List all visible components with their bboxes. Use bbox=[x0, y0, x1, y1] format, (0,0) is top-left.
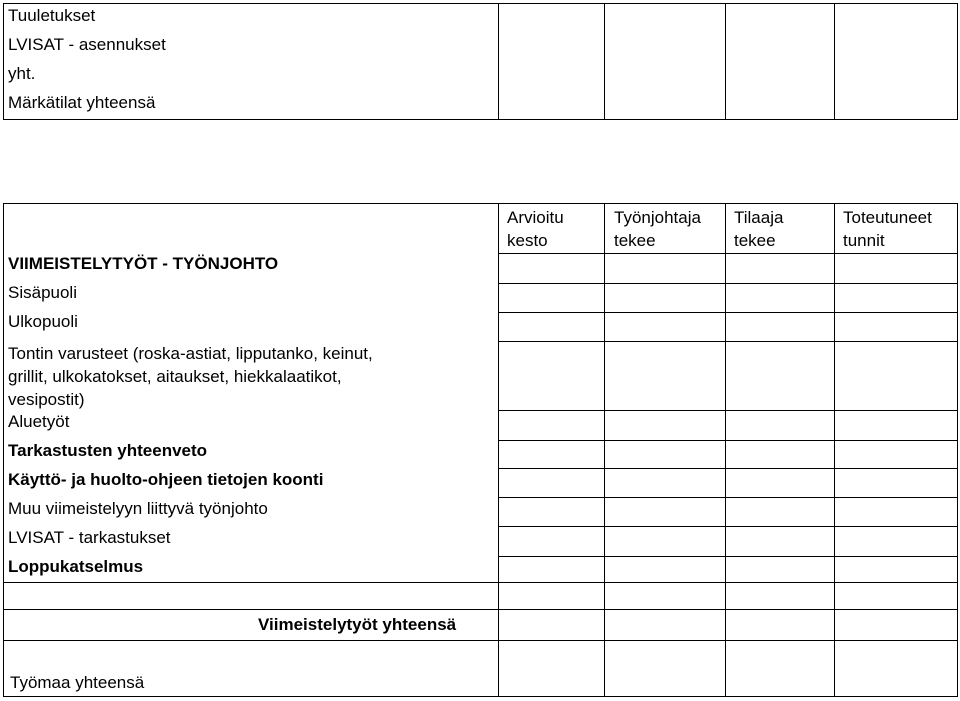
row-maintenance-manual: Käyttö- ja huolto-ohjeen tietojen koonti bbox=[8, 470, 324, 489]
row-lvisat-installations: LVISAT - asennukset bbox=[8, 35, 166, 54]
site-total-label: Työmaa yhteensä bbox=[10, 673, 145, 692]
finishing-total-label: Viimeistelytyöt yhteensä bbox=[258, 615, 457, 634]
row-lvisat-inspections: LVISAT - tarkastukset bbox=[8, 528, 171, 547]
row-outside: Ulkopuoli bbox=[8, 312, 78, 331]
row-area-works: Aluetyöt bbox=[8, 412, 70, 431]
row-total-abbrev: yht. bbox=[8, 64, 36, 83]
row-inspection-summary: Tarkastusten yhteenveto bbox=[8, 441, 208, 460]
column-header-foreman-does: Työnjohtaja tekee bbox=[614, 208, 701, 250]
row-site-equipment: Tontin varusteet (roska-astiat, lipputanko, keinut, grillit, ulkokatokset, aitaukset, hiekkalaatikot, vesipostit) bbox=[8, 344, 373, 409]
row-inside: Sisäpuoli bbox=[8, 283, 77, 302]
row-ventilation: Tuuletukset bbox=[8, 6, 96, 25]
row-wet-rooms-total: Märkätilat yhteensä bbox=[8, 93, 156, 112]
section-title: VIIMEISTELYTYÖT - TYÖNJOHTO bbox=[8, 254, 279, 273]
row-other-supervision: Muu viimeistelyyn liittyvä työnjohto bbox=[8, 499, 268, 518]
column-header-estimated-duration: Arvioitu kesto bbox=[507, 208, 564, 250]
row-final-inspection: Loppukatselmus bbox=[8, 557, 144, 576]
column-header-client-does: Tilaaja tekee bbox=[734, 208, 784, 250]
column-header-realized-hours: Toteutuneet tunnit bbox=[843, 208, 932, 250]
